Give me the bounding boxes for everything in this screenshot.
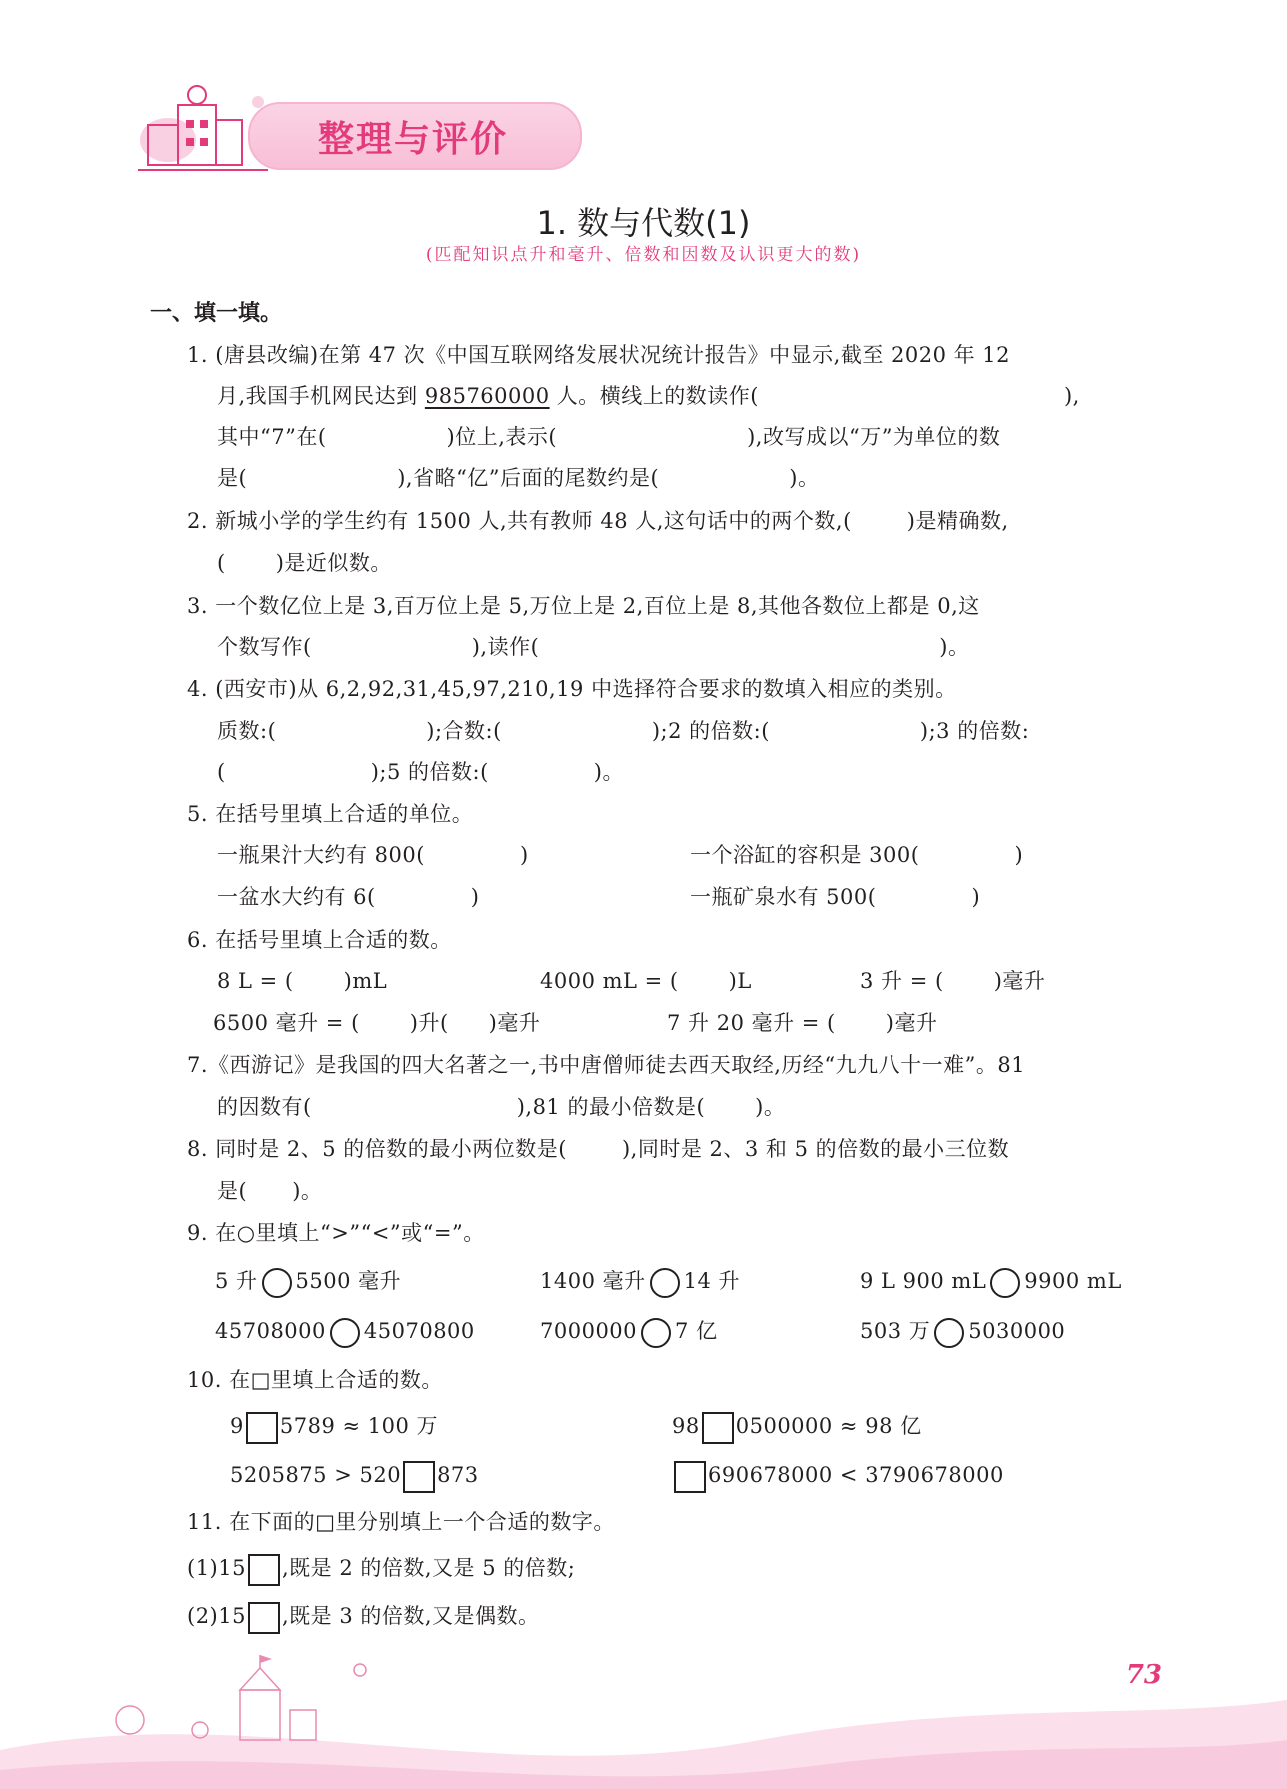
q1-number: 985760000 bbox=[424, 384, 550, 408]
q5-item-a: 一瓶果汁大约有 800( ) bbox=[217, 843, 529, 867]
q6-title: 6. 在括号里填上合适的数。 bbox=[187, 928, 452, 952]
q7-line1: 7.《西游记》是我国的四大名著之一,书中唐僧师徒去西天取经,历经“九九八十一难”。81 bbox=[187, 1053, 1026, 1077]
digit-box[interactable] bbox=[674, 1461, 706, 1493]
compare-circle[interactable] bbox=[641, 1318, 671, 1348]
q6-item-d: 6500 毫升 = ( )升( )毫升 bbox=[213, 1011, 541, 1035]
part-title: 一、填一填。 bbox=[150, 301, 283, 326]
q1-line4: 是( ),省略“亿”后面的尾数约是( )。 bbox=[217, 466, 820, 490]
q6-item-b: 4000 mL = ( )L bbox=[540, 969, 752, 993]
q9-item-5: 7000000 7 亿 bbox=[540, 1316, 718, 1348]
q5-item-b: 一个浴缸的容积是 300( ) bbox=[690, 843, 1024, 867]
q5-title: 5. 在括号里填上合适的单位。 bbox=[187, 802, 474, 826]
q10-title: 10. 在□里填上合适的数。 bbox=[187, 1368, 443, 1392]
q10-item-a: 9 5789 ≈ 100 万 bbox=[230, 1411, 438, 1444]
q5-item-d: 一瓶矿泉水有 500( ) bbox=[690, 885, 981, 909]
q10-item-c: 5205875 > 520 873 bbox=[230, 1460, 479, 1493]
q9-title: 9. 在○里填上“>”“<”或“=”。 bbox=[187, 1221, 485, 1245]
q5-item-c: 一盆水大约有 6( ) bbox=[217, 885, 480, 909]
q1-line1: 1. (唐县改编)在第 47 次《中国互联网络发展状况统计报告》中显示,截至 2020 年 12 bbox=[187, 343, 1011, 367]
digit-box[interactable] bbox=[702, 1412, 734, 1444]
q3-line1: 3. 一个数亿位上是 3,百万位上是 5,万位上是 2,百位上是 8,其他各数位上都是 0,这 bbox=[187, 594, 980, 618]
banner-title: 整理与评价 bbox=[318, 119, 509, 160]
q9-item-6: 503 万 5030000 bbox=[860, 1316, 1065, 1348]
q11-title: 11. 在下面的□里分别填上一个合适的数字。 bbox=[187, 1510, 615, 1534]
section-subtitle: (匹配知识点升和毫升、倍数和因数及认识更大的数) bbox=[425, 245, 862, 265]
q6-item-e: 7 升 20 毫升 = ( )毫升 bbox=[667, 1011, 938, 1035]
q3-line2: 个数写作( ),读作( )。 bbox=[217, 635, 970, 659]
section-title: 1. 数与代数(1) bbox=[536, 204, 751, 242]
q9-item-1: 5 升 5500 毫升 bbox=[215, 1266, 401, 1298]
q2-line2: ( )是近似数。 bbox=[217, 551, 392, 575]
q1-line2: 月,我国手机网民达到 985760000 人。横线上的数读作( ), bbox=[217, 384, 1080, 408]
compare-circle[interactable] bbox=[650, 1268, 680, 1298]
q6-item-c: 3 升 = ( )毫升 bbox=[860, 969, 1046, 993]
q11-part2: (2)15 ,既是 3 的倍数,又是偶数。 bbox=[187, 1601, 540, 1634]
compare-circle[interactable] bbox=[990, 1268, 1020, 1298]
castle-icon bbox=[100, 1650, 420, 1750]
digit-box[interactable] bbox=[246, 1412, 278, 1444]
compare-circle[interactable] bbox=[330, 1318, 360, 1348]
digit-box[interactable] bbox=[248, 1554, 280, 1586]
q10-item-b: 98 0500000 ≈ 98 亿 bbox=[672, 1411, 922, 1444]
q9-item-4: 45708000 45070800 bbox=[215, 1316, 475, 1348]
q11-part1: (1)15 ,既是 2 的倍数,又是 5 的倍数; bbox=[187, 1553, 575, 1586]
q4-line3: ( );5 的倍数:( )。 bbox=[217, 760, 624, 784]
digit-box[interactable] bbox=[248, 1602, 280, 1634]
page-number: 73 bbox=[1125, 1660, 1162, 1690]
q9-item-3: 9 L 900 mL 9900 mL bbox=[860, 1266, 1122, 1298]
q9-item-2: 1400 毫升 14 升 bbox=[540, 1266, 740, 1298]
q4-line2: 质数:( );合数:( );2 的倍数:( );3 的倍数: bbox=[217, 719, 1030, 743]
q4-line1: 4. (西安市)从 6,2,92,31,45,97,210,19 中选择符合要求的数填入相应的类别。 bbox=[187, 677, 957, 701]
q8-line1: 8. 同时是 2、5 的倍数的最小两位数是( ),同时是 2、3 和 5 的倍数的最小三位数 bbox=[187, 1137, 1010, 1161]
q10-item-d: 690678000 < 3790678000 bbox=[672, 1460, 1004, 1493]
compare-circle[interactable] bbox=[262, 1268, 292, 1298]
q8-line2: 是( )。 bbox=[217, 1179, 323, 1203]
digit-box[interactable] bbox=[403, 1461, 435, 1493]
q6-item-a: 8 L = ( )mL bbox=[217, 969, 388, 993]
q2-line1: 2. 新城小学的学生约有 1500 人,共有教师 48 人,这句话中的两个数,( )是精确数, bbox=[187, 509, 1009, 533]
header-banner bbox=[128, 80, 578, 200]
compare-circle[interactable] bbox=[934, 1318, 964, 1348]
q7-line2: 的因数有( ),81 的最小倍数是( )。 bbox=[217, 1095, 786, 1119]
q1-line3: 其中“7”在( )位上,表示( ),改写成以“万”为单位的数 bbox=[217, 425, 1001, 449]
